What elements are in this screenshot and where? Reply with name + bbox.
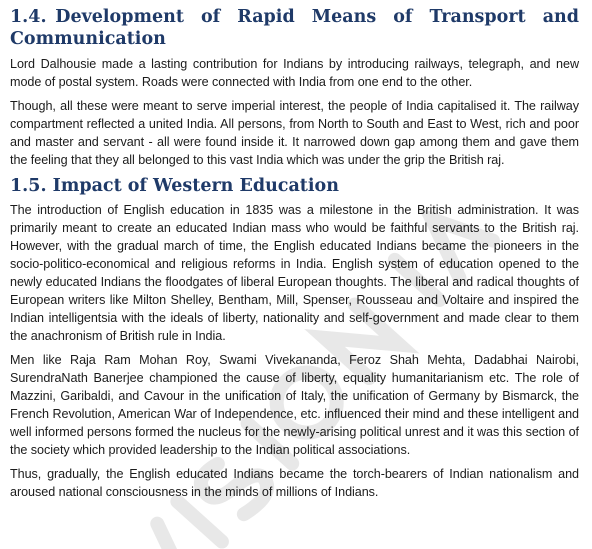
document-content — [10, 6, 579, 501]
paragraph: Thus, gradually, the English educated Indians became the torch-bearers of Indian nationalism and aroused national consciousness in the minds of millions of Indians. — [10, 467, 579, 499]
section-heading-transport-line2: Communication — [10, 29, 166, 49]
section-heading-transport: 1.4. Development of Rapid Means of Transport and — [10, 7, 579, 27]
paragraph: Men like Raja Ram Mohan Roy, Swami Vivekananda, Feroz Shah Mehta, Dadabhai Nairobi, SurendraNath Banerjee championed the cause of liberty, equality humanitarianism etc. The role of Mazzini, Garibaldi, and Cavour in the unification of Italy, the unification of Germany by Bismarck, the French Revolution, American War of Independence, etc. influenced their mind and these intelligent and well informed persons formed the nucleus for the newly-arising political unrest and it was this section of the society which provided leadership to the Indian political associations. — [10, 353, 579, 457]
paragraph: Though, all these were meant to serve imperial interest, the people of India capitalised it. The railway compartment reflected a united India. All persons, from North to South and East to West, rich and poor and master and servant - all were found inside it. It narrowed down gap among them and gave them the feeling that they all belonged to this vast India which was under the grip the British raj. — [10, 99, 579, 167]
paragraph: The introduction of English education in 1835 was a milestone in the British administration. It was primarily meant to create an educated Indian mass who would be faithful servants to the British raj. However, with the gradual march of time, the English educated Indians became the pioneers in the socio-politico-economical and religious reforms in India. English system of education opened to the newly educated Indians the floodgates of liberal European thoughts. The liberal and radical thoughts of European writers like Milton Shelley, Bentham, Mill, Spenser, Rousseau and Voltaire and inspired the Indian intelligentsia with the ideals of liberty, nationality and self-government and made clear to them the anachronism of British rule in India. — [10, 203, 579, 343]
section-heading-education: 1.5. Impact of Western Education — [10, 176, 339, 196]
paragraph: Lord Dalhousie made a lasting contribution for Indians by introducing railways, telegraph, and new mode of postal system. Roads were connected with India from one end to the other. — [10, 57, 579, 89]
